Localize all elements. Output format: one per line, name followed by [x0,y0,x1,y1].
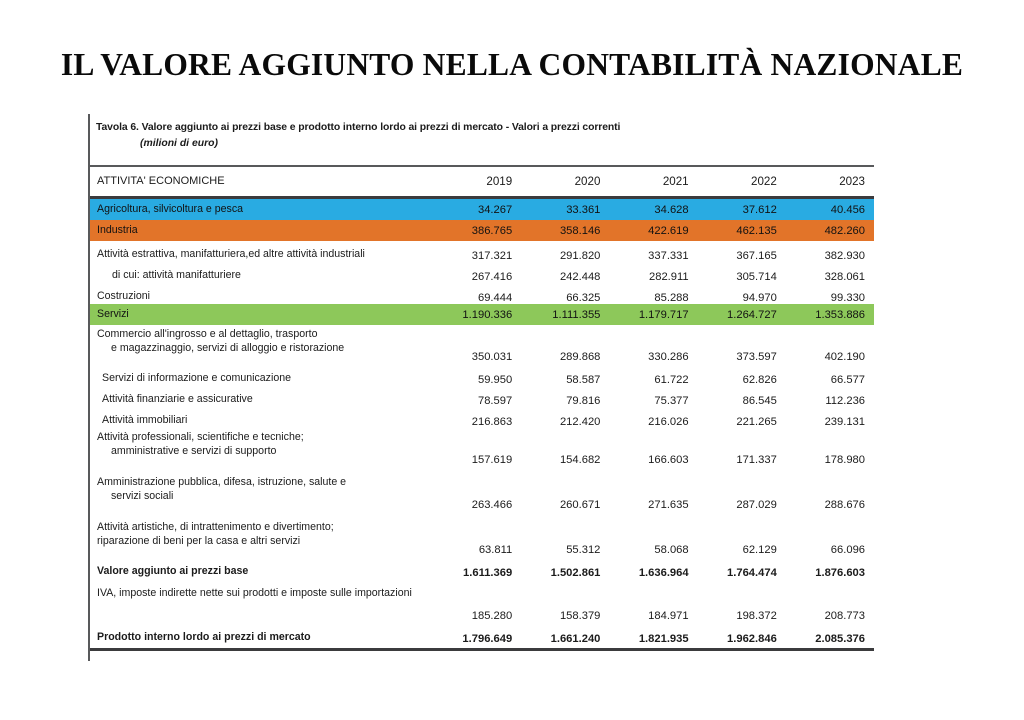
row-label: Industria [97,223,138,236]
row-value: 1.962.846 [727,633,777,646]
row-label: Attività finanziarie e assicurative [102,393,253,406]
column-header-2021: 2021 [662,175,689,189]
row-value: 1.353.886 [815,308,866,321]
row-label-line1: Commercio all'ingrosso e al dettaglio, trasporto [97,328,318,341]
row-value: 422.619 [648,224,689,237]
row-value: 462.135 [736,224,777,237]
row-value: 386.765 [471,224,513,237]
row-label-line1: Amministrazione pubblica, difesa, istruzione, salute e [97,476,347,489]
table-left-rule [88,114,90,661]
table-row [88,386,874,407]
row-value: 94.970 [742,292,777,305]
column-header-2019: 2019 [486,175,513,189]
row-value: 112.236 [825,395,866,408]
row-label: Attività immobiliari [102,414,188,427]
row-value: 1.264.727 [727,308,777,321]
table-bottom-rule [88,648,874,651]
row-value: 358.146 [559,224,601,237]
row-value: 178.980 [824,454,866,467]
row-value: 305.714 [736,271,777,284]
row-value: 55.312 [566,544,601,557]
column-header-2023: 2023 [839,175,866,189]
row-value: 328.061 [824,271,866,284]
row-label: Attività estrattiva, manifatturiera,ed altre attività industriali [97,248,365,261]
table-row [88,407,874,428]
column-header-activities: ATTIVITA' ECONOMICHE [97,175,225,188]
row-value: 1.611.369 [463,567,513,580]
row-value: 61.722 [654,374,689,387]
row-value: 75.377 [654,395,689,408]
table-row [88,283,874,304]
row-value: 1.796.649 [462,633,513,646]
row-label: Servizi [97,307,129,320]
row-value: 291.820 [559,250,601,263]
row-value: 1.661.240 [550,633,601,646]
row-value: 242.448 [559,271,601,284]
row-value: 59.950 [477,374,513,387]
row-label [88,518,440,549]
table-header-row [88,167,874,196]
row-value: 1.502.861 [550,567,601,580]
table-row [88,584,874,624]
table-row [88,262,874,283]
row-value: 62.826 [742,374,777,387]
row-label [88,473,440,504]
row-value: 66.577 [830,374,866,387]
row-value: 1.636.964 [638,567,689,580]
row-value: 62.129 [742,544,777,557]
row-value: 2.085.376 [815,633,866,646]
statistics-table [88,114,874,661]
row-value: 157.619 [471,454,513,467]
row-label-line2: e magazzinaggio, servizi di alloggio e ristorazione [111,341,345,354]
row-value: 158.379 [559,610,601,623]
row-value: 33.361 [566,203,601,216]
row-value: 79.816 [566,395,601,408]
row-value: 154.682 [559,454,601,467]
row-value: 63.811 [478,544,513,557]
table-row [88,325,874,365]
row-label: Servizi di informazione e comunicazione [102,372,292,385]
row-value: 367.165 [736,250,777,263]
row-value: 69.444 [477,292,513,305]
row-label-line2: amministrative e servizi di supporto [111,444,277,457]
row-value: 482.260 [824,224,866,237]
row-value: 288.676 [824,499,866,512]
row-label: Agricoltura, silvicoltura e pesca [97,202,244,215]
column-header-2020: 2020 [574,175,601,189]
row-value: 260.671 [559,499,601,512]
row-label-line2: servizi sociali [111,489,174,502]
row-value: 1.876.603 [815,567,866,580]
row-value: 185.280 [471,610,513,623]
table-row [88,199,874,220]
row-label: Costruzioni [97,290,150,303]
table-total-row [88,624,874,645]
row-label: di cui: attività manifatturiere [112,269,241,282]
row-label-line1: IVA, imposte indirette nette sui prodotti e imposte sulle importazioni [97,587,412,600]
row-value: 37.612 [742,203,777,216]
row-value: 208.773 [824,610,866,623]
row-value: 287.029 [736,499,777,512]
row-value: 171.337 [736,454,777,467]
row-value: 1.179.717 [638,308,689,321]
row-label: Valore aggiunto ai prezzi base [97,565,249,578]
row-value: 337.331 [648,250,689,263]
row-value: 66.096 [830,544,866,557]
row-value: 166.603 [648,454,689,467]
table-caption: Tavola 6. Valore aggiunto ai prezzi base e prodotto interno lordo ai prezzi di mercato - Valori a prezzi correnti [96,122,621,133]
row-label-line1: Attività professionali, scientifiche e tecniche; [97,431,304,444]
row-value: 1.111.355 [552,308,601,321]
row-value: 350.031 [471,351,513,364]
table-row [88,473,874,513]
row-value: 58.068 [654,544,689,557]
row-value: 402.190 [824,351,866,364]
row-value: 382.930 [824,250,866,263]
table-total-row [88,558,874,579]
row-label [88,428,440,459]
row-value: 282.911 [649,271,689,284]
row-value: 317.321 [471,250,513,263]
column-header-2022: 2022 [751,175,777,189]
row-value: 289.868 [559,351,601,364]
row-value: 1.764.474 [727,567,777,580]
row-value: 85.288 [654,292,689,305]
row-value: 216.863 [471,416,513,429]
row-label-line1: Attività artistiche, di intrattenimento e divertimento; [97,521,334,534]
row-value: 58.587 [566,374,601,387]
row-value: 239.131 [824,416,866,429]
row-value: 267.416 [471,271,513,284]
row-value: 66.325 [566,292,601,305]
row-value: 1.821.935 [638,633,689,646]
row-value: 86.545 [742,395,777,408]
row-value: 216.026 [648,416,689,429]
row-value: 271.635 [648,499,689,512]
table-row [88,365,874,386]
page-title: IL VALORE AGGIUNTO NELLA CONTABILITÀ NAZIONALE [60,47,964,82]
row-label-line2: riparazione di beni per la casa e altri servizi [97,534,301,547]
row-value: 373.597 [736,351,777,364]
table-row [88,428,874,468]
row-value: 78.597 [477,395,513,408]
row-label [88,584,440,601]
row-value: 40.456 [830,203,866,216]
row-value: 198.372 [736,610,777,623]
row-value: 263.466 [471,499,513,512]
table-footnote-clipped [88,653,874,661]
row-value: 184.971 [648,610,689,623]
row-label: Prodotto interno lordo ai prezzi di mercato [97,631,311,644]
row-value: 34.267 [477,203,513,216]
row-value: 330.286 [648,351,689,364]
table-row [88,518,874,558]
row-label [88,325,440,356]
row-value: 212.420 [559,416,601,429]
table-row [88,241,874,262]
table-row [88,304,874,325]
table-row [88,220,874,241]
row-value: 1.190.336 [462,308,513,321]
table-caption-units: (milioni di euro) [140,138,218,150]
row-value: 221.265 [736,416,777,429]
row-value: 99.330 [830,292,866,305]
row-value: 34.628 [654,203,689,216]
